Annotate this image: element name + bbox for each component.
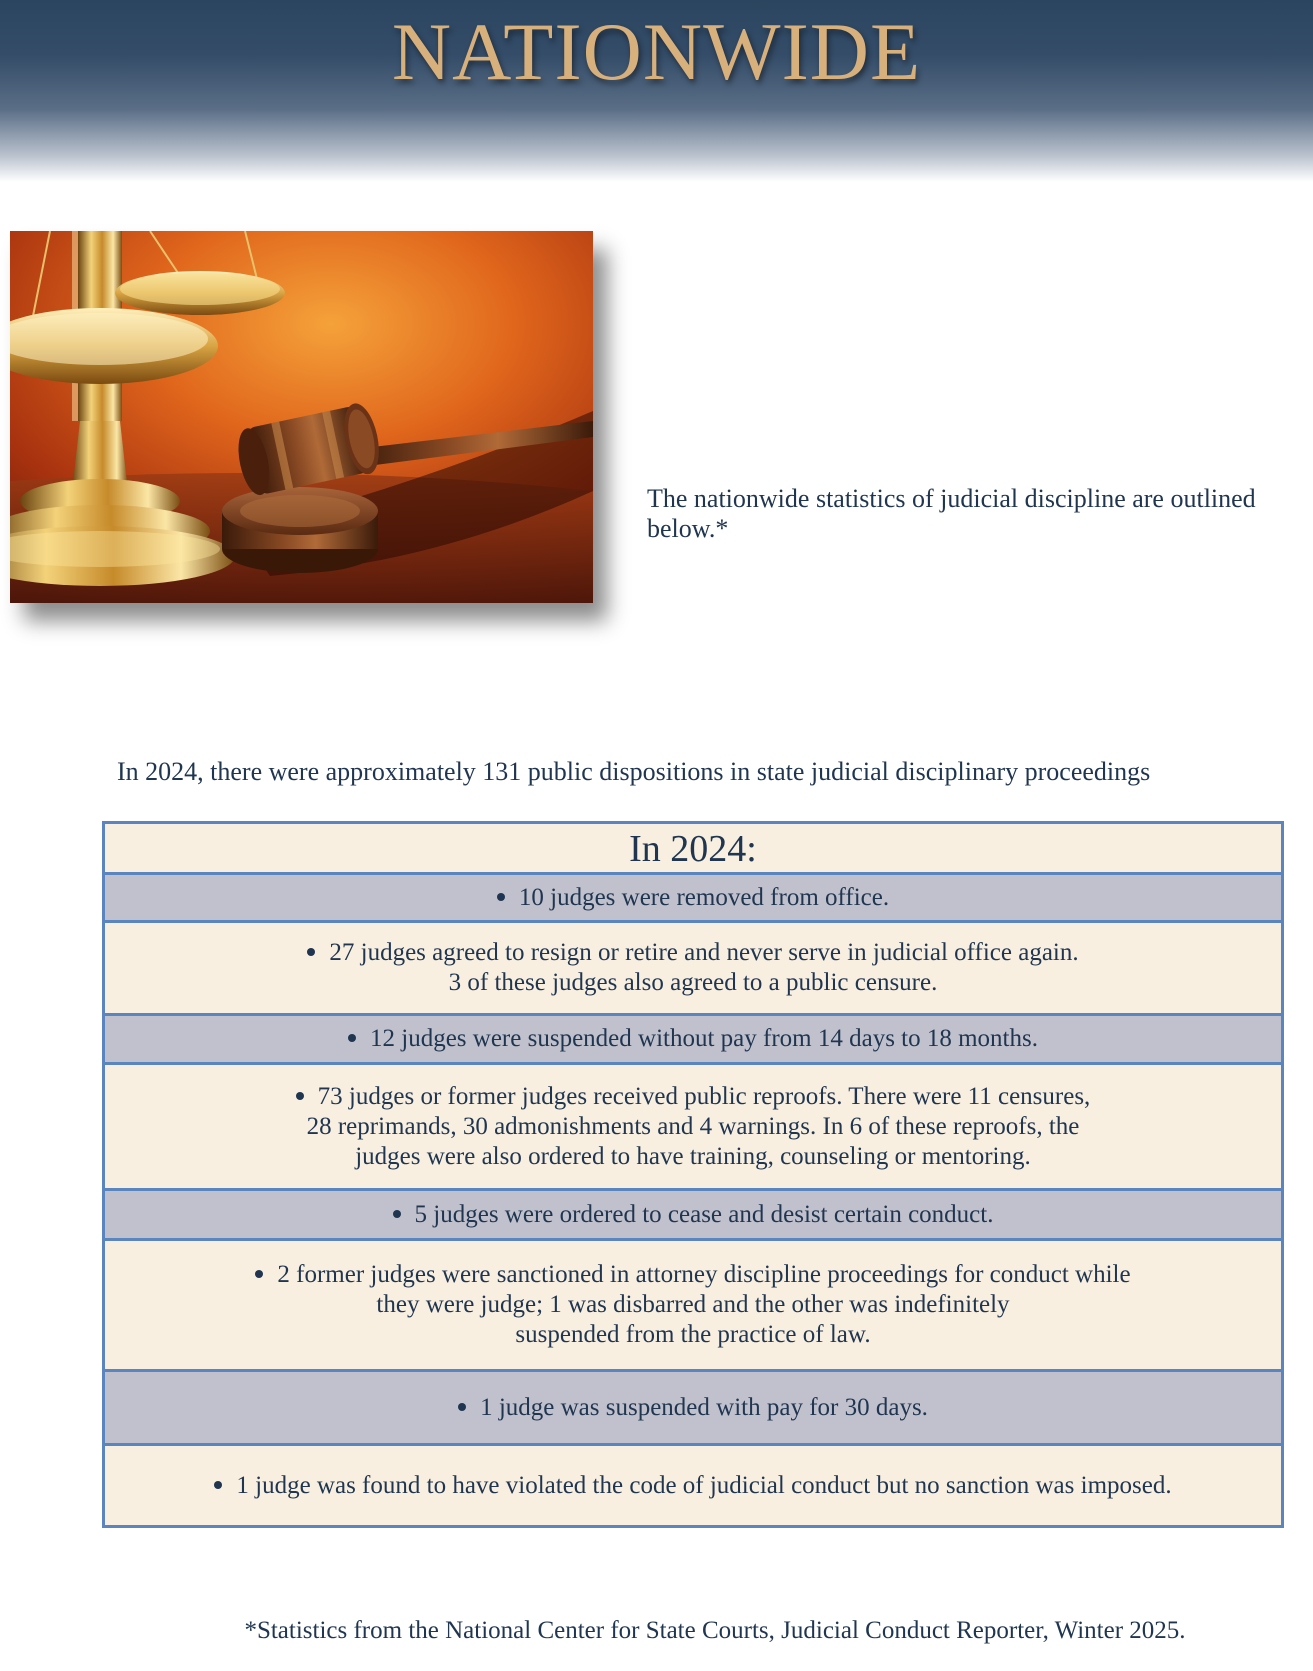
table-row [105, 1191, 1281, 1241]
table-row [105, 1446, 1281, 1525]
summary-line [0, 757, 1313, 787]
row-text-attorney-discipline: 2 former judges were sanctioned in attorney discipline proceedings for conduct while they were judge; 1 was disbarred and the other was indefinitely suspended from the practice of law. [255, 1260, 1130, 1350]
footnote: *Statistics from the National Center for State Courts, Judicial Conduct Reporter, Winter 2025. [244, 1617, 1186, 1644]
intro-paragraph: The nationwide statistics of judicial discipline are outlined below.* [647, 484, 1256, 543]
row-text-resigned: 27 judges agreed to resign or retire and never serve in judicial office again. 3 of these judges also agreed to a public censure. [307, 938, 1078, 998]
table-heading: In 2024: [105, 824, 1281, 875]
bullet-icon [458, 1403, 466, 1411]
bullet-icon [497, 893, 505, 901]
bullet-icon [296, 1092, 304, 1100]
page-title: NATIONWIDE [391, 6, 922, 97]
row-text-reproofs: 73 judges or former judges received public reproofs. There were 11 censures, 28 reprimands, 30 admonishments and 4 warnings. In 6 of these reproofs, the judges were also ordered to have training, counseling or mentoring. [296, 1082, 1091, 1172]
bullet-icon [393, 1210, 401, 1218]
table-row [105, 1372, 1281, 1446]
bullet-icon [214, 1481, 222, 1489]
row-text-suspended-without-pay: 12 judges were suspended without pay from 14 days to 18 months. [348, 1024, 1038, 1054]
gavel-scales-photo [10, 231, 593, 603]
table-row [105, 875, 1281, 923]
row-text-suspended-with-pay: 1 judge was suspended with pay for 30 days. [458, 1393, 928, 1423]
statistics-table [102, 821, 1284, 1528]
table-row [105, 1016, 1281, 1065]
bullet-icon [307, 948, 315, 956]
bullet-icon [255, 1270, 263, 1278]
bullet-icon [348, 1034, 356, 1042]
row-text-removed: 10 judges were removed from office. [497, 883, 889, 913]
summary-text: In 2024, there were approximately 131 public dispositions in state judicial disciplinary proceedings [117, 757, 1151, 786]
table-row [105, 1241, 1281, 1372]
row-text-no-sanction: 1 judge was found to have violated the code of judicial conduct but no sanction was imposed. [214, 1471, 1171, 1501]
table-row [105, 923, 1281, 1016]
table-row [105, 1065, 1281, 1191]
row-text-cease-desist: 5 judges were ordered to cease and desist certain conduct. [393, 1200, 994, 1230]
